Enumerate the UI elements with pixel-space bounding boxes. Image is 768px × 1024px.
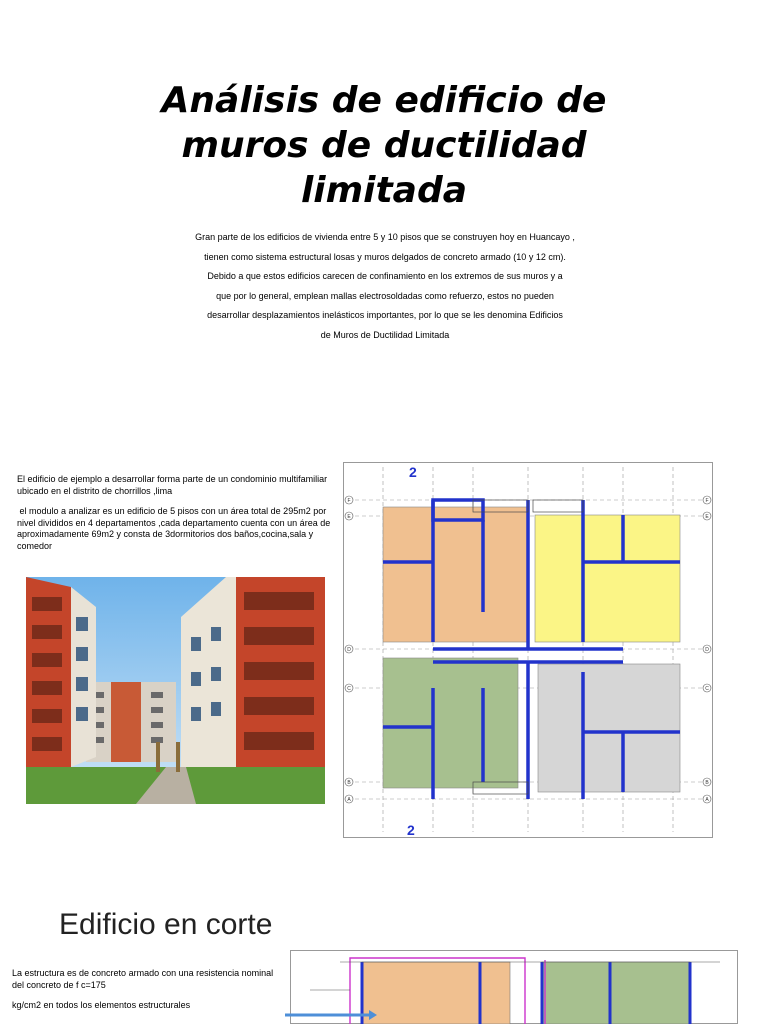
plan-section-marker-top: 2 — [409, 464, 417, 480]
title-line-3: limitada — [300, 170, 468, 211]
intro-line: de Muros de Ductilidad Limitada — [320, 329, 450, 340]
plan-axis-label: F — [347, 498, 351, 504]
intro-line: Debido a que estos edificios carecen de confinamiento en los extremos de sus muros y a — [207, 271, 563, 282]
plan-axis-label: B — [705, 780, 709, 786]
intro-paragraph — [130, 228, 640, 346]
plan-section-marker-bottom: 2 — [407, 822, 415, 838]
intro-line: tienen como sistema estructural losas y muros delgados de concreto armado (10 y 12 cm). — [204, 251, 566, 262]
floor-plan-drawing — [343, 462, 713, 838]
section-heading: Edificio en corte — [59, 908, 273, 941]
plan-axis-label: F — [705, 498, 709, 504]
intro-line: Gran parte de los edificios de vivienda entre 5 y 10 pisos que se construyen hoy en Huancayo , — [195, 232, 575, 242]
plan-axis-label: A — [347, 797, 351, 803]
arrow-icon — [285, 1010, 377, 1020]
example-description — [17, 474, 332, 561]
example-paragraph-2: el modulo a analizar es un edificio de 5 pisos con un área total de 295m2 por nivel divididos en 4 departamentos ,cada departamento cuenta con un área de aproximadamente 69m2 y consta de 3dormitorios dos baños,cocina,sala y comedor — [17, 506, 333, 551]
building-photo — [26, 577, 325, 804]
plan-axis-label: A — [705, 797, 709, 803]
intro-line: desarrollar desplazamientos inelásticos importantes, por lo que se les denomina Edificios — [207, 310, 563, 321]
plan-axis-label: E — [347, 514, 351, 520]
page-title — [100, 78, 668, 213]
section-paragraph-1: La estructura es de concreto armado con una resistencia nominal del concreto de f c=175 — [12, 968, 274, 990]
plan-axis-label: B — [347, 780, 351, 786]
plan-axis-label: E — [705, 514, 709, 520]
plan-axis-label: C — [705, 686, 709, 692]
title-line-2: muros de ductilidad — [181, 125, 587, 166]
section-description — [12, 968, 282, 1021]
plan-axis-label: D — [347, 647, 351, 653]
plan-axis-label: D — [705, 647, 709, 653]
intro-line: que por lo general, emplean mallas electrosoldadas como refuerzo, estos no pueden — [216, 290, 554, 301]
example-paragraph-1: El edificio de ejemplo a desarrollar forma parte de un condominio multifamiliar ubicado en el distrito de chorrillos ,lima — [17, 474, 328, 496]
title-line-1: Análisis de edificio de — [161, 80, 607, 121]
plan-axis-label: C — [347, 686, 351, 692]
section-paragraph-2: kg/cm2 en todos los elementos estructurales — [12, 1000, 191, 1010]
